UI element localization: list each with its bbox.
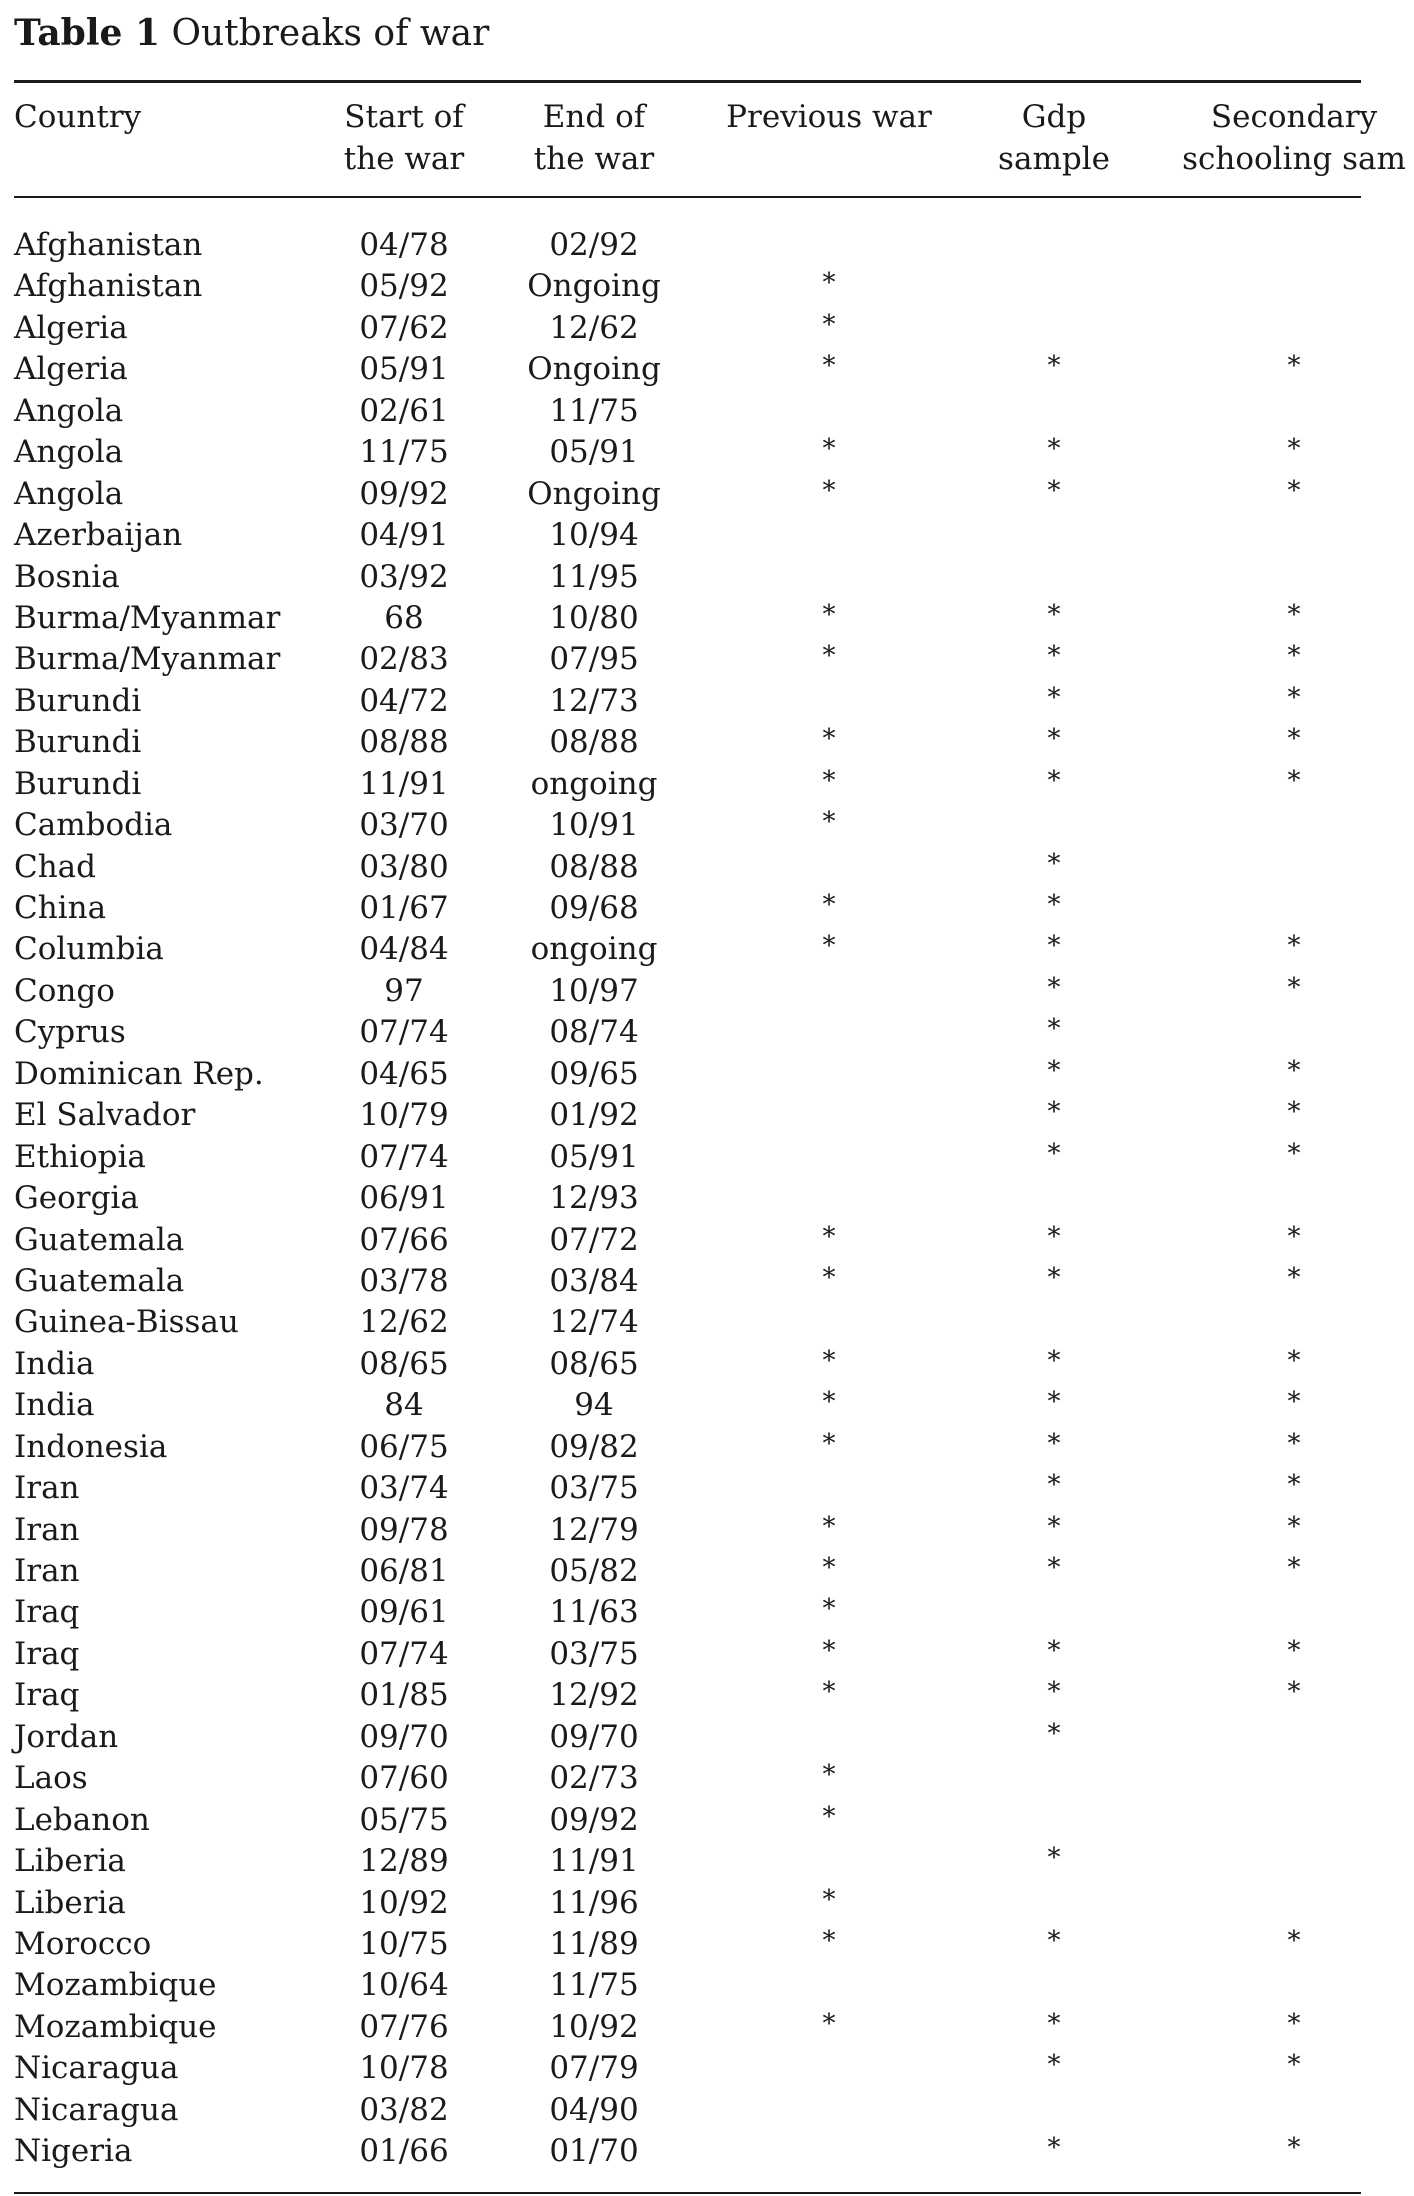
cell-previous-war: * bbox=[822, 268, 836, 299]
cell-secondary-schooling: * bbox=[1287, 1470, 1301, 1501]
cell-end: 02/92 bbox=[549, 227, 639, 263]
table-row bbox=[14, 971, 1361, 1012]
cell-previous-war: * bbox=[822, 309, 836, 340]
cell-end: 05/82 bbox=[549, 1553, 639, 1589]
cell-end: 08/88 bbox=[549, 724, 639, 761]
table-row bbox=[14, 1427, 1361, 1468]
cell-secondary-schooling: * bbox=[1287, 1387, 1301, 1418]
cell-gdp-sample: * bbox=[1047, 1677, 1061, 1708]
cell-start: 09/92 bbox=[359, 475, 449, 512]
cell-gdp-sample: * bbox=[1047, 765, 1061, 796]
header-end-line: End of bbox=[542, 99, 646, 135]
cell-end: 12/93 bbox=[549, 1180, 639, 1217]
cell-end: ongoing bbox=[530, 931, 658, 968]
cell-country: Congo bbox=[14, 972, 115, 1009]
cell-end: 09/65 bbox=[549, 1055, 639, 1092]
table-row bbox=[14, 474, 1361, 515]
cell-end: ongoing bbox=[530, 765, 658, 802]
cell-previous-war: * bbox=[822, 475, 836, 506]
header-secondary-schooling-line: Secondary bbox=[1210, 99, 1378, 135]
cell-secondary-schooling: * bbox=[1287, 724, 1301, 755]
cell-country: Guatemala bbox=[14, 1262, 185, 1299]
table-number: Table 1 bbox=[14, 12, 161, 54]
cell-country: Nicaragua bbox=[14, 2050, 179, 2087]
cell-country: Angola bbox=[14, 475, 124, 512]
cell-country: India bbox=[14, 1387, 95, 1424]
cell-secondary-schooling: * bbox=[1287, 475, 1301, 506]
cell-country: Iran bbox=[14, 1470, 80, 1507]
cell-previous-war: * bbox=[822, 1635, 836, 1666]
cell-start: 11/75 bbox=[359, 434, 449, 471]
header-previous-war bbox=[704, 96, 954, 138]
cell-start: 09/70 bbox=[359, 1718, 449, 1755]
cell-country: Iraq bbox=[14, 1594, 80, 1631]
cell-start: 09/78 bbox=[359, 1511, 449, 1548]
cell-country: Morocco bbox=[14, 1925, 152, 1962]
cell-start: 02/83 bbox=[359, 641, 449, 678]
table-row bbox=[14, 1261, 1361, 1302]
cell-previous-war: * bbox=[822, 890, 836, 920]
cell-country: Dominican Rep. bbox=[14, 1055, 264, 1092]
table-row bbox=[14, 1344, 1361, 1385]
cell-end: 08/74 bbox=[549, 1014, 639, 1051]
cell-previous-war: * bbox=[822, 1262, 836, 1293]
cell-previous-war: * bbox=[822, 1428, 836, 1459]
cell-start: 06/81 bbox=[359, 1553, 449, 1589]
cell-start: 84 bbox=[384, 1387, 424, 1424]
cell-end: 12/92 bbox=[549, 1677, 639, 1714]
cell-previous-war: * bbox=[822, 724, 836, 755]
cell-start: 10/64 bbox=[359, 1967, 449, 2004]
cell-start: 10/78 bbox=[359, 2050, 449, 2087]
table-row bbox=[14, 1137, 1361, 1178]
cell-country: Indonesia bbox=[14, 1428, 168, 1465]
header-gdp-sample-line: sample bbox=[998, 141, 1110, 177]
cell-country: Mozambique bbox=[14, 2008, 217, 2045]
cell-country: Angola bbox=[14, 392, 124, 429]
cell-secondary-schooling: * bbox=[1287, 2133, 1301, 2164]
cell-start: 04/84 bbox=[359, 931, 449, 968]
cell-start: 11/91 bbox=[359, 765, 449, 802]
cell-gdp-sample: * bbox=[1047, 724, 1061, 755]
table-row bbox=[14, 2007, 1361, 2048]
cell-end: 03/84 bbox=[549, 1262, 639, 1299]
bottom-rule bbox=[14, 2192, 1361, 2194]
cell-end: 12/62 bbox=[549, 309, 639, 346]
header-end bbox=[494, 96, 694, 180]
table-row bbox=[14, 1841, 1361, 1882]
cell-end: 10/91 bbox=[549, 807, 639, 844]
table-row bbox=[14, 681, 1361, 722]
cell-country: Burma/Myanmar bbox=[14, 641, 281, 678]
cell-country: Iraq bbox=[14, 1677, 80, 1714]
cell-end: 04/90 bbox=[549, 2091, 639, 2128]
cell-end: 10/92 bbox=[549, 2008, 639, 2045]
cell-end: 07/79 bbox=[549, 2050, 639, 2087]
cell-previous-war: * bbox=[822, 1594, 836, 1625]
cell-secondary-schooling: * bbox=[1287, 931, 1301, 962]
cell-secondary-schooling: * bbox=[1287, 2050, 1301, 2081]
cell-gdp-sample: * bbox=[1047, 1635, 1061, 1666]
table-row bbox=[14, 2090, 1361, 2131]
cell-country: Guatemala bbox=[14, 1221, 185, 1258]
cell-start: 01/85 bbox=[359, 1677, 449, 1714]
table-row bbox=[14, 805, 1361, 846]
top-rule bbox=[14, 80, 1361, 83]
cell-start: 01/67 bbox=[359, 890, 449, 926]
cell-start: 05/75 bbox=[359, 1801, 449, 1838]
header-previous-war-line: Previous war bbox=[726, 99, 932, 135]
cell-secondary-schooling: * bbox=[1287, 1262, 1301, 1293]
cell-secondary-schooling: * bbox=[1287, 2008, 1301, 2039]
cell-country: Ethiopia bbox=[14, 1138, 146, 1175]
cell-previous-war: * bbox=[822, 765, 836, 796]
cell-start: 97 bbox=[384, 972, 424, 1009]
cell-end: 11/96 bbox=[549, 1884, 639, 1921]
cell-end: 09/82 bbox=[549, 1428, 639, 1465]
cell-gdp-sample: * bbox=[1047, 972, 1061, 1003]
cell-gdp-sample: * bbox=[1047, 2008, 1061, 2039]
cell-secondary-schooling: * bbox=[1287, 1635, 1301, 1666]
header-start-line: Start of bbox=[344, 99, 464, 135]
table-row bbox=[14, 764, 1361, 805]
cell-gdp-sample: * bbox=[1047, 475, 1061, 506]
cell-previous-war: * bbox=[822, 1760, 836, 1791]
header-rule bbox=[14, 196, 1361, 198]
cell-gdp-sample: * bbox=[1047, 1345, 1061, 1376]
table-row bbox=[14, 1800, 1361, 1841]
cell-start: 06/75 bbox=[359, 1428, 449, 1465]
table-row bbox=[14, 557, 1361, 598]
cell-secondary-schooling: * bbox=[1287, 1428, 1301, 1459]
table-row bbox=[14, 515, 1361, 556]
cell-country: India bbox=[14, 1345, 95, 1382]
cell-secondary-schooling: * bbox=[1287, 641, 1301, 672]
table-row bbox=[14, 1551, 1361, 1592]
cell-start: 07/74 bbox=[359, 1138, 449, 1175]
cell-end: 10/80 bbox=[549, 599, 639, 636]
cell-country: Nigeria bbox=[14, 2133, 133, 2170]
cell-gdp-sample: * bbox=[1047, 1055, 1061, 1086]
table-row bbox=[14, 847, 1361, 888]
table-row bbox=[14, 888, 1361, 929]
cell-end: 03/75 bbox=[549, 1635, 639, 1672]
cell-end: 11/89 bbox=[549, 1925, 639, 1962]
cell-previous-war: * bbox=[822, 434, 836, 465]
cell-secondary-schooling: * bbox=[1287, 1345, 1301, 1376]
table-body bbox=[14, 225, 1361, 2173]
cell-start: 03/74 bbox=[359, 1470, 449, 1507]
cell-gdp-sample: * bbox=[1047, 848, 1061, 879]
cell-start: 10/92 bbox=[359, 1884, 449, 1921]
cell-previous-war: * bbox=[822, 1511, 836, 1542]
cell-end: 10/94 bbox=[549, 517, 639, 554]
cell-secondary-schooling: * bbox=[1287, 1553, 1301, 1583]
cell-secondary-schooling: * bbox=[1287, 1925, 1301, 1956]
cell-start: 07/76 bbox=[359, 2008, 449, 2045]
cell-start: 06/91 bbox=[359, 1180, 449, 1217]
cell-end: 09/68 bbox=[549, 890, 639, 926]
cell-gdp-sample: * bbox=[1047, 599, 1061, 630]
header-start bbox=[329, 96, 479, 180]
table-row bbox=[14, 1924, 1361, 1965]
cell-country: Mozambique bbox=[14, 1967, 217, 2004]
table-row bbox=[14, 225, 1361, 266]
cell-country: Chad bbox=[14, 848, 97, 885]
cell-country: Iran bbox=[14, 1511, 80, 1548]
cell-gdp-sample: * bbox=[1047, 351, 1061, 382]
cell-gdp-sample: * bbox=[1047, 682, 1061, 713]
cell-secondary-schooling: * bbox=[1287, 972, 1301, 1003]
cell-gdp-sample: * bbox=[1047, 1262, 1061, 1293]
cell-secondary-schooling: * bbox=[1287, 682, 1301, 713]
cell-start: 05/92 bbox=[359, 268, 449, 305]
cell-previous-war: * bbox=[822, 1884, 836, 1915]
cell-end: Ongoing bbox=[527, 268, 661, 305]
cell-country: Laos bbox=[14, 1760, 88, 1797]
cell-start: 10/75 bbox=[359, 1925, 449, 1962]
cell-end: 12/74 bbox=[549, 1304, 639, 1341]
cell-start: 09/61 bbox=[359, 1594, 449, 1631]
cell-start: 08/88 bbox=[359, 724, 449, 761]
table-row bbox=[14, 1385, 1361, 1426]
cell-gdp-sample: * bbox=[1047, 931, 1061, 962]
table-row bbox=[14, 1054, 1361, 1095]
table-row bbox=[14, 2048, 1361, 2089]
cell-country: El Salvador bbox=[14, 1097, 196, 1134]
header-gdp-sample-line: Gdp bbox=[1021, 99, 1087, 135]
cell-country: Liberia bbox=[14, 1843, 126, 1880]
cell-gdp-sample: * bbox=[1047, 1387, 1061, 1418]
cell-start: 03/70 bbox=[359, 807, 449, 844]
cell-start: 12/89 bbox=[359, 1843, 449, 1880]
cell-country: Jordan bbox=[14, 1718, 119, 1755]
cell-gdp-sample: * bbox=[1047, 1014, 1061, 1045]
table-row bbox=[14, 1178, 1361, 1219]
cell-end: 07/72 bbox=[549, 1221, 639, 1258]
cell-start: 01/66 bbox=[359, 2133, 449, 2170]
cell-secondary-schooling: * bbox=[1287, 1138, 1301, 1169]
header-secondary-schooling bbox=[1174, 96, 1414, 180]
cell-previous-war: * bbox=[822, 1345, 836, 1376]
cell-country: Algeria bbox=[14, 309, 128, 346]
cell-start: 07/74 bbox=[359, 1635, 449, 1672]
cell-gdp-sample: * bbox=[1047, 1925, 1061, 1956]
cell-gdp-sample: * bbox=[1047, 1553, 1061, 1583]
cell-start: 03/82 bbox=[359, 2091, 449, 2128]
cell-gdp-sample: * bbox=[1047, 1221, 1061, 1252]
table-title bbox=[14, 12, 489, 54]
table-row bbox=[14, 1965, 1361, 2006]
cell-start: 04/72 bbox=[359, 682, 449, 719]
table-row bbox=[14, 598, 1361, 639]
cell-previous-war: * bbox=[822, 599, 836, 630]
cell-start: 68 bbox=[384, 599, 424, 636]
cell-end: Ongoing bbox=[527, 475, 661, 512]
cell-start: 03/92 bbox=[359, 558, 449, 595]
cell-start: 10/79 bbox=[359, 1097, 449, 1134]
cell-secondary-schooling: * bbox=[1287, 1221, 1301, 1252]
cell-secondary-schooling: * bbox=[1287, 351, 1301, 382]
table-row bbox=[14, 1717, 1361, 1758]
table-row bbox=[14, 308, 1361, 349]
cell-start: 12/62 bbox=[359, 1304, 449, 1341]
cell-end: 05/91 bbox=[549, 1138, 639, 1175]
cell-country: Bosnia bbox=[14, 558, 120, 595]
cell-gdp-sample: * bbox=[1047, 434, 1061, 465]
cell-end: 11/95 bbox=[549, 558, 639, 595]
header-country-line: Country bbox=[14, 99, 142, 135]
cell-country: Georgia bbox=[14, 1180, 139, 1217]
cell-end: 08/65 bbox=[549, 1345, 639, 1382]
cell-gdp-sample: * bbox=[1047, 641, 1061, 672]
table-row bbox=[14, 929, 1361, 970]
cell-secondary-schooling: * bbox=[1287, 1055, 1301, 1086]
cell-start: 03/80 bbox=[359, 848, 449, 885]
cell-secondary-schooling: * bbox=[1287, 1097, 1301, 1128]
cell-country: China bbox=[14, 890, 107, 926]
cell-start: 04/91 bbox=[359, 517, 449, 554]
cell-end: 11/75 bbox=[549, 1967, 639, 2004]
cell-start: 02/61 bbox=[359, 392, 449, 429]
cell-start: 04/65 bbox=[359, 1055, 449, 1092]
cell-country: Guinea-Bissau bbox=[14, 1304, 239, 1341]
cell-gdp-sample: * bbox=[1047, 1718, 1061, 1749]
cell-previous-war: * bbox=[822, 1221, 836, 1252]
cell-secondary-schooling: * bbox=[1287, 1511, 1301, 1542]
cell-end: Ongoing bbox=[527, 351, 661, 388]
table-title-text: Outbreaks of war bbox=[171, 13, 490, 54]
cell-end: 94 bbox=[574, 1387, 614, 1424]
header-start-line: the war bbox=[343, 141, 465, 177]
cell-previous-war: * bbox=[822, 1801, 836, 1832]
table-row bbox=[14, 2131, 1361, 2172]
cell-end: 02/73 bbox=[549, 1760, 639, 1797]
cell-end: 07/95 bbox=[549, 641, 639, 678]
cell-gdp-sample: * bbox=[1047, 2050, 1061, 2081]
table-row bbox=[14, 1510, 1361, 1551]
header-secondary-schooling-line: schooling sam bbox=[1182, 141, 1406, 177]
cell-gdp-sample: * bbox=[1047, 1843, 1061, 1874]
table-row bbox=[14, 1634, 1361, 1675]
header-country bbox=[14, 96, 344, 138]
cell-country: Columbia bbox=[14, 931, 164, 968]
cell-end: 11/91 bbox=[549, 1843, 639, 1880]
cell-end: 05/91 bbox=[549, 434, 639, 471]
cell-previous-war: * bbox=[822, 931, 836, 962]
cell-secondary-schooling: * bbox=[1287, 765, 1301, 796]
table-row bbox=[14, 1883, 1361, 1924]
cell-start: 07/74 bbox=[359, 1014, 449, 1051]
cell-country: Burma/Myanmar bbox=[14, 599, 281, 636]
cell-secondary-schooling: * bbox=[1287, 599, 1301, 630]
cell-gdp-sample: * bbox=[1047, 1511, 1061, 1542]
cell-previous-war: * bbox=[822, 1677, 836, 1708]
table-row bbox=[14, 722, 1361, 763]
cell-country: Liberia bbox=[14, 1884, 126, 1921]
cell-end: 08/88 bbox=[549, 848, 639, 885]
table-row bbox=[14, 1758, 1361, 1799]
cell-end: 11/63 bbox=[549, 1594, 639, 1631]
cell-start: 07/66 bbox=[359, 1221, 449, 1258]
cell-start: 07/60 bbox=[359, 1760, 449, 1797]
cell-start: 03/78 bbox=[359, 1262, 449, 1299]
cell-secondary-schooling: * bbox=[1287, 434, 1301, 465]
cell-start: 08/65 bbox=[359, 1345, 449, 1382]
cell-gdp-sample: * bbox=[1047, 1428, 1061, 1459]
cell-gdp-sample: * bbox=[1047, 1138, 1061, 1169]
table-row bbox=[14, 266, 1361, 307]
cell-country: Lebanon bbox=[14, 1801, 150, 1838]
header-end-line: the war bbox=[533, 141, 655, 177]
cell-country: Cambodia bbox=[14, 807, 173, 844]
cell-previous-war: * bbox=[822, 351, 836, 382]
table-row bbox=[14, 1012, 1361, 1053]
cell-previous-war: * bbox=[822, 1925, 836, 1956]
cell-country: Iraq bbox=[14, 1635, 80, 1672]
cell-country: Afghanistan bbox=[14, 268, 203, 305]
cell-end: 12/79 bbox=[549, 1511, 639, 1548]
cell-previous-war: * bbox=[822, 641, 836, 672]
table-row bbox=[14, 1592, 1361, 1633]
cell-start: 05/91 bbox=[359, 351, 449, 388]
cell-gdp-sample: * bbox=[1047, 1097, 1061, 1128]
cell-country: Burundi bbox=[14, 682, 142, 719]
cell-start: 07/62 bbox=[359, 309, 449, 346]
cell-country: Azerbaijan bbox=[14, 517, 183, 554]
table-row bbox=[14, 1220, 1361, 1261]
cell-end: 11/75 bbox=[549, 392, 639, 429]
cell-start: 04/78 bbox=[359, 227, 449, 263]
cell-end: 09/70 bbox=[549, 1718, 639, 1755]
cell-end: 03/75 bbox=[549, 1470, 639, 1507]
cell-previous-war: * bbox=[822, 1553, 836, 1583]
cell-end: 09/92 bbox=[549, 1801, 639, 1838]
cell-country: Afghanistan bbox=[14, 227, 203, 263]
cell-gdp-sample: * bbox=[1047, 2133, 1061, 2164]
cell-country: Nicaragua bbox=[14, 2091, 179, 2128]
cell-gdp-sample: * bbox=[1047, 1470, 1061, 1501]
header-gdp-sample bbox=[954, 96, 1154, 180]
table-row bbox=[14, 391, 1361, 432]
cell-gdp-sample: * bbox=[1047, 890, 1061, 920]
table-row bbox=[14, 432, 1361, 473]
cell-secondary-schooling: * bbox=[1287, 1677, 1301, 1708]
cell-country: Algeria bbox=[14, 351, 128, 388]
cell-previous-war: * bbox=[822, 1387, 836, 1418]
table-row bbox=[14, 349, 1361, 390]
cell-end: 12/73 bbox=[549, 682, 639, 719]
cell-previous-war: * bbox=[822, 2008, 836, 2039]
cell-end: 10/97 bbox=[549, 972, 639, 1009]
table-row bbox=[14, 1302, 1361, 1343]
cell-country: Iran bbox=[14, 1553, 80, 1589]
cell-country: Burundi bbox=[14, 765, 142, 802]
table-row bbox=[14, 1675, 1361, 1716]
table-row bbox=[14, 1468, 1361, 1509]
cell-country: Burundi bbox=[14, 724, 142, 761]
cell-end: 01/92 bbox=[549, 1097, 639, 1134]
cell-country: Angola bbox=[14, 434, 124, 471]
table-row bbox=[14, 1095, 1361, 1136]
cell-previous-war: * bbox=[822, 807, 836, 838]
table-row bbox=[14, 639, 1361, 680]
cell-end: 01/70 bbox=[549, 2133, 639, 2170]
cell-country: Cyprus bbox=[14, 1014, 126, 1051]
